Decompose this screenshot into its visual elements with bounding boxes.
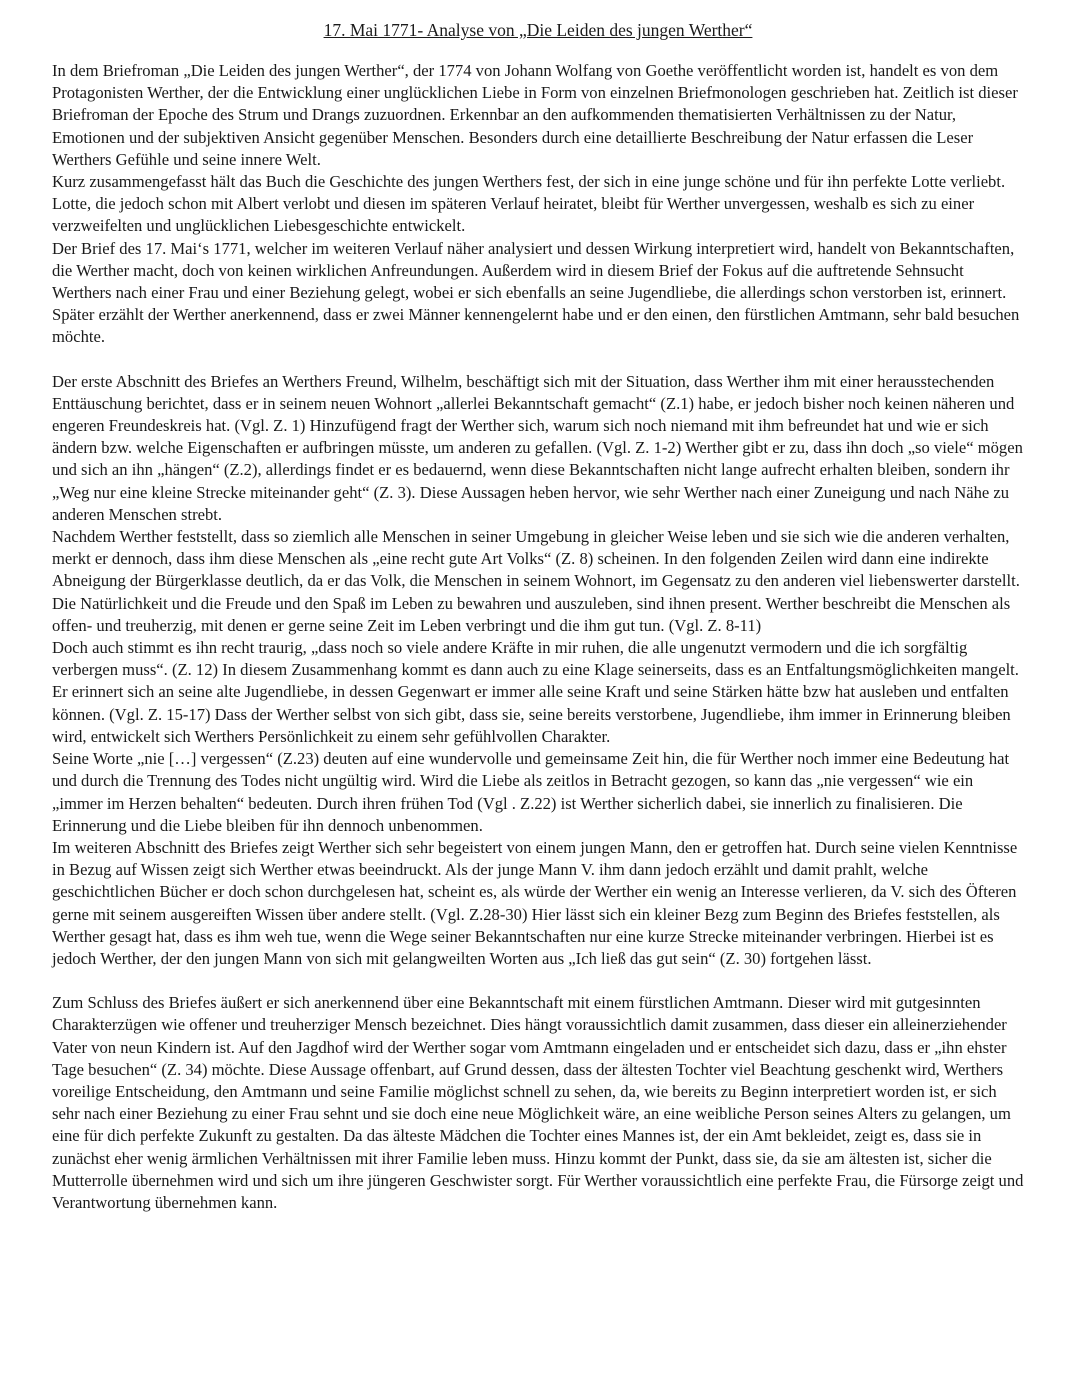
paragraph-hidden-powers: Doch auch stimmt es ihn recht traurig, „dass noch so viele andere Kräfte in mir ruhen, die alle ungenutzt vermodern und die ich sorgfältig verbergen muss“. (Z. 12) In diesem Zusammenhang kommt es dann auch zu eine Klage seinerseits, dass es an Entfaltungsmöglichkeiten mangelt. Er erinnert sich an seine alte Jugendliebe, in dessen Gegenwart er immer alle seine Kraft und seine Stärken hätte bzw hat ausleben und entfalten können. (Vgl. Z. 15-17) Dass der Werther selbst von sich gibt, dass sie, seine bereits verstorbene, Jugendliebe, ihm immer in Erinnerung bleiben wird, entwickelt sich Werthers Persönlichkeit zu einem sehr gefühlvollen Charakter.	[52, 638, 1019, 746]
document-title: 17. Mai 1771- Analyse von „Die Leiden des jungen Werther“	[323, 20, 753, 40]
paragraph-never-forget: Seine Worte „nie […] vergessen“ (Z.23) deuten auf eine wundervolle und gemeinsame Zeit hin, die für Werther noch immer eine Bedeutung hat und durch die Trennung des Todes nicht ungültig wird. Wird die Liebe als zeitlos in Betracht gezogen, so kann das „nie vergessen“ wie ein „immer im Herzen behalten“ bedeuten. Durch ihren frühen Tod (Vgl . Z.22) ist Werther sicherlich dabei, sie innerlich zu finalisieren. Die Erinnerung und die Liebe bleiben für ihn dennoch unbenommen.	[52, 749, 1010, 835]
paragraph-summary: Kurz zusammengefasst hält das Buch die Geschichte des jungen Werthers fest, der sich in eine junge schöne und für ihn perfekte Lotte verliebt. Lotte, die jedoch schon mit Albert verlobt und diesen im späteren Verlauf heiratet, bleibt für Werther unvergessen, weshalb es sich zu einer verzweifelten und unglücklichen Liebesgeschichte entwickelt.	[52, 172, 1006, 236]
paragraph-gap	[52, 970, 1024, 992]
paragraph-people: Nachdem Werther feststellt, dass so ziemlich alle Menschen in seiner Umgebung in gleicher Weise leben und sie sich wie die anderen verhalten, merkt er dennoch, dass ihm diese Menschen als „eine recht gute Art Volks“ (Z. 8) scheinen. In den folgenden Zeilen wird dann eine indirekte Abneigung der Bürgerklasse deutlich, da er das Volk, die Menschen in seinem Wohnort, im Gegensatz zu den anderen viel liebenswerter darstellt. Die Natürlichkeit und die Freude und den Spaß im Leben zu bewahren und auszuleben, sind ihnen present. Werther beschreibt die Menschen als offen- und treuherzig, mit denen er gerne seine Zeit im Leben verbringt und die ihm gut tun. (Vgl. Z. 8-11)	[52, 527, 1020, 635]
document-page	[52, 18, 1024, 1214]
paragraph-introduction: In dem Briefroman „Die Leiden des jungen Werther“, der 1774 von Johann Wolfang von Goethe veröffentlicht worden ist, handelt es von dem Protagonisten Werther, der die Entwicklung einer unglücklichen Liebe in Form von einzelnen Briefmonologen geschrieben hat. Zeitlich ist dieser Briefroman der Epoche des Strum und Drangs zuzuordnen. Erkennbar an den aufkommenden thematisierten Verhältnissen zu der Natur, Emotionen und der subjektiven Ansicht gegenüber Menschen. Besonders durch eine detaillierte Beschreibung der Natur erfassen die Leser Werthers Gefühle und seine innere Welt.	[52, 61, 1018, 169]
paragraph-first-section: Der erste Abschnitt des Briefes an Werthers Freund, Wilhelm, beschäftigt sich mit der Situation, dass Werther ihm mit einer herausstechenden Enttäuschung berichtet, dass er in seinem neuen Wohnort „allerlei Bekanntschaft gemacht“ (Z.1) habe, er jedoch bisher noch keinen näheren und engeren Freundeskreis hat. (Vgl. Z. 1) Hinzufügend fragt der Werther sich, warum sich noch niemand mit ihm befreundet hat und wie er sich ändern bzw. welche Eigenschaften er aufbringen müsste, um anderen zu gefallen. (Vgl. Z. 1-2) Werther gibt er zu, dass ihn doch „so viele“ mögen und sich an ihn „hängen“ (Z.2), allerdings findet er es bedauernd, wenn diese Bekanntschaften nicht lange aufrecht erhalten bleiben, sondern ihr „Weg nur eine kleine Strecke miteinander geht“ (Z. 3). Diese Aussagen heben hervor, wie sehr Werther nach einer Zuneigung und nach Nähe zu anderen Menschen strebt.	[52, 371, 1023, 524]
paragraph-letter-overview: Der Brief des 17. Mai‘s 1771, welcher im weiteren Verlauf näher analysiert und dessen Wirkung interpretiert wird, handelt von Bekanntschaften, die Werther macht, doch von keinen wirklichen Anfreundungen. Außerdem wird in diesem Brief der Fokus auf die auftretende Sehnsucht Werthers nach einer Frau und einer Beziehung gelegt, wobei er sich ebenfalls an seine Jugendliebe, die allerdings schon verstorben ist, erinnert. Später erzählt der Werther anerkennend, dass er zwei Männer kennengelernt habe und er den einen, den fürstlichen Amtmann, sehr bald besuchen möchte.	[52, 238, 1020, 347]
paragraph-young-man: Im weiteren Abschnitt des Briefes zeigt Werther sich sehr begeistert von einem jungen Mann, den er getroffen hat. Durch seine vielen Kenntnisse in Bezug auf Wissen zeigt sich Werther etwas beeindruckt. Als der junge Mann V. ihm dann jedoch erzählt und damit prahlt, welche geschichtlichen Bücher er doch schon durchgelesen hat, scheint es, als würde der Werther ein wenig an Interesse verlieren, da V. sich des Öfteren gerne mit seinem ausgereiften Wissen über andere stellt. (Vgl. Z.28-30) Hier lässt sich ein kleiner Bezg zum Beginn des Briefes feststellen, als Werther gesagt hat, dass es ihm weh tue, wenn die Wege seiner Bekanntschaften nur eine kurze Strecke miteinander verbringen. Hierbei ist es jedoch Werther, der den jungen Mann von sich mit gelangweilten Worten aus „Ich ließ das gut sein“ (Z. 30) fortgehen lässt.	[52, 837, 1018, 968]
paragraph-gap	[52, 349, 1024, 371]
paragraph-conclusion: Zum Schluss des Briefes äußert er sich anerkennend über eine Bekanntschaft mit einem fürstlichen Amtmann. Dieser wird mit gutgesinnten Charakterzügen wie offener und treuherziger Mensch bezeichnet. Dies hängt voraussichtlich damit zusammen, dass dieser ein alleinerziehender Vater von neun Kindern ist. Auf den Jagdhof wird der Werther sogar vom Amtmann eingeladen und er entscheidet sich dazu, dass er „ihn ehster Tage besuchen“ (Z. 34) möchte. Diese Aussage offenbart, auf Grund dessen, dass der ältesten Tochter viel Beachtung geschenkt wird, Werthers voreilige Entscheidung, den Amtmann und seine Familie möglichst schnell zu sehen, da, wie bereits zu Beginn interpretiert worden ist, er sich sehr nach einer Beziehung zu einer Frau sehnt und sie doch eine neue Möglichkeit wäre, an eine weibliche Person seines Alters zu gelangen, um eine für dich perfekte Zukunft zu gestalten. Da das älteste Mädchen die Tochter eines Mannes ist, der ein Amt bekleidet, zeigt es, dass sie in zunächst eher wenig ärmlichen Verhältnissen mit ihrer Familie leben muss. Hinzu kommt der Punkt, dass sie, da sie am ältesten ist, sicher die Mutterrolle übernehmen wird und sich um ihre jüngeren Geschwister sorgt. Für Werther voraussichtlich eine perfekte Frau, die Fürsorge zeigt und Verantwortung übernehmen kann.	[52, 993, 1024, 1212]
